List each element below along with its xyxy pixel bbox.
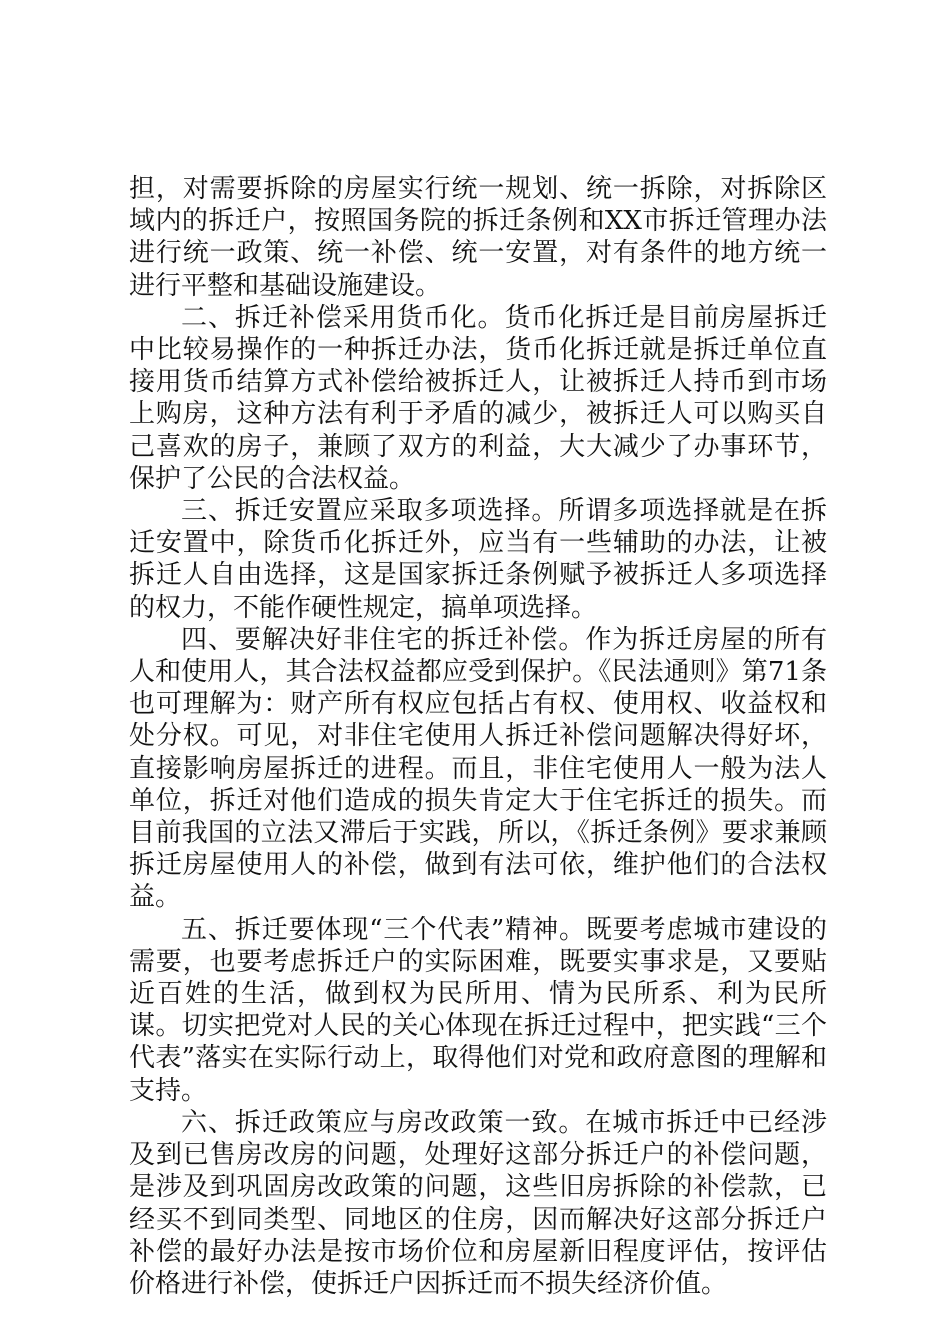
paragraph-monetized-compensation: 二、拆迁补偿采用货币化。货币化拆迁是目前房屋拆迁中比较易操作的一种拆迁办法，货币化拆迁就是拆迁单位直接用货币结算方式补偿给被拆迁人，让被拆迁人持币到市场上购房，这种方法有利于矛盾的减少，被拆迁人可以购买自己喜欢的房子，兼顾了双方的利益，大大减少了办事环节，保护了公民的合法权益。 (129, 302, 827, 494)
paragraph-three-represents: 五、拆迁要体现“三个代表”精神。既要考虑城市建设的需要，也要考虑拆迁户的实际困难，既要实事求是，又要贴近百姓的生活，做到权为民所用、情为民所系、利为民所谋。切实把党对人民的关心体现在拆迁过程中，把实践“三个代表”落实在实际行动上，取得他们对党和政府意图的理解和支持。 (129, 914, 827, 1106)
document-body (129, 173, 827, 1300)
paragraph-multiple-choices: 三、拆迁安置应采取多项选择。所谓多项选择就是在拆迁安置中，除货币化拆迁外，应当有一些辅助的办法，让被拆迁人自由选择，这是国家拆迁条例赋予被拆迁人多项选择的权力，不能作硬性规定，搞单项选择。 (129, 496, 827, 623)
paragraph-housing-reform: 六、拆迁政策应与房改政策一致。在城市拆迁中已经涉及到已售房改房的问题，处理好这部分拆迁户的补偿问题，是涉及到巩固房改政策的问题，这些旧房拆除的补偿款，已经买不到同类型、同地区的住房，因而解决好这部分拆迁户补偿的最好办法是按市场价位和房屋新旧程度评估，按评估价格进行补偿，使拆迁户因拆迁而不损失经济价值。 (129, 1107, 827, 1299)
paragraph-non-residential: 四、要解决好非住宅的拆迁补偿。作为拆迁房屋的所有人和使用人，其合法权益都应受到保护。《民法通则》第71条也可理解为：财产所有权应包括占有权、使用权、收益权和处分权。可见，对非住宅使用人拆迁补偿问题解决得好坏，直接影响房屋拆迁的进程。而且，非住宅使用人一般为法人单位，拆迁对他们造成的损失肯定大于住宅拆迁的损失。而目前我国的立法又滞后于实践，所以，《拆迁条例》要求兼顾拆迁房屋使用人的补偿，做到有法可依，维护他们的合法权益。 (129, 624, 827, 913)
paragraph-continuation: 担，对需要拆除的房屋实行统一规划、统一拆除，对拆除区域内的拆迁户，按照国务院的拆迁条例和XX市拆迁管理办法进行统一政策、统一补偿、统一安置，对有条件的地方统一进行平整和基础设施建设。 (129, 174, 827, 301)
